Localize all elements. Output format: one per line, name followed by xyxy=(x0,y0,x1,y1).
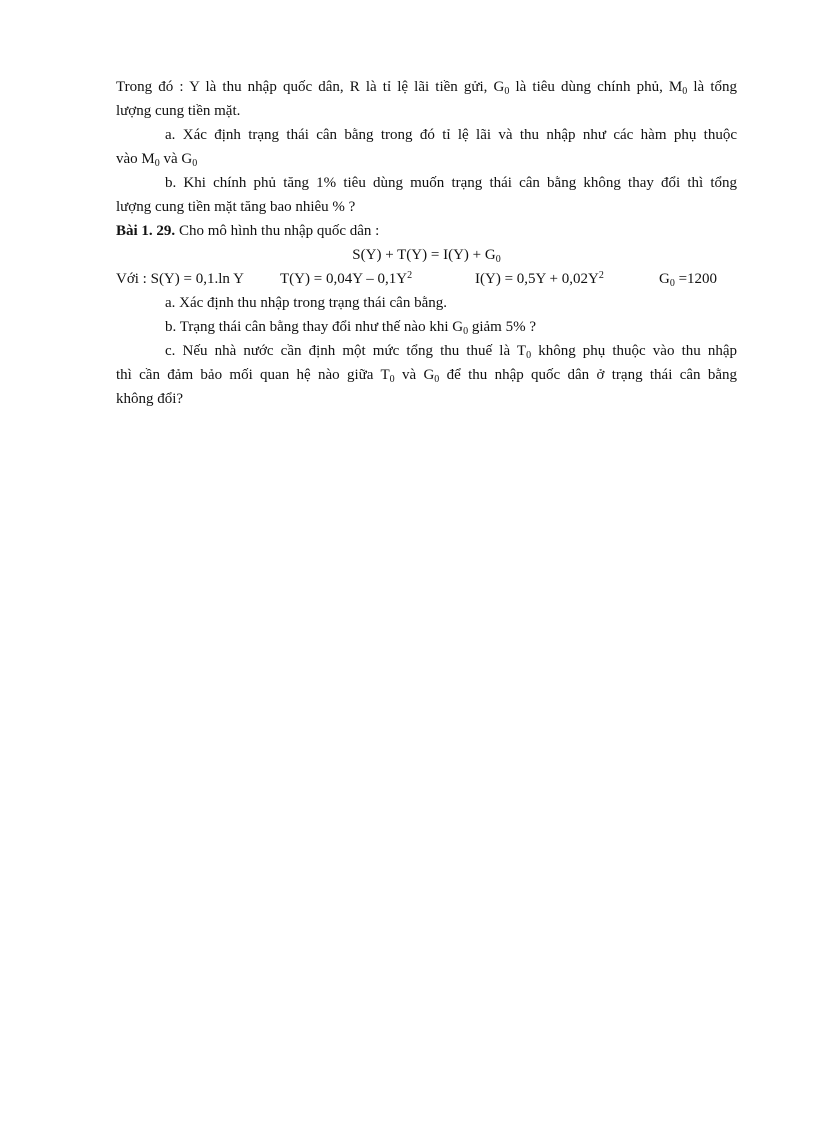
question-29c-text: c. Nếu nhà nước cần định một mức tổng thu thuế là T xyxy=(165,343,527,359)
question-29c-line-2 xyxy=(116,363,737,387)
subscript: 0 xyxy=(495,254,501,265)
subscript: 0 xyxy=(682,86,688,97)
question-29c-text: thì cần đảm bảo mối quan hệ nào giữa T xyxy=(116,367,390,383)
subscript: 0 xyxy=(154,158,160,169)
government-spending-value: =1200 xyxy=(674,271,718,287)
question-29a xyxy=(116,291,737,315)
investment-function-text: I(Y) = 0,5Y + 0,02Y xyxy=(475,271,599,287)
intro-text: lượng cung tiền mặt. xyxy=(116,103,241,119)
intro-text: là tiêu dùng chính phủ, M xyxy=(509,79,683,95)
question-29c-line-3 xyxy=(116,387,737,411)
question-a-text: vào M xyxy=(116,151,155,167)
tax-function-text: T(Y) = 0,04Y – 0,1Y xyxy=(280,271,408,287)
givens-row xyxy=(116,267,737,291)
question-b-line-2 xyxy=(116,195,737,219)
saving-function xyxy=(116,267,244,291)
question-a-line-2 xyxy=(116,147,737,171)
question-29c-text: và G xyxy=(394,367,435,383)
question-29a-text: a. Xác định thu nhập trong trạng thái cân bằng. xyxy=(165,295,447,311)
question-29c-text: không phụ thuộc vào thu nhập xyxy=(531,343,737,359)
saving-function-text: Với : S(Y) = 0,1.ln Y xyxy=(116,271,244,287)
exercise-heading xyxy=(116,219,737,243)
question-29c-text: để thu nhập quốc dân ở trạng thái cân bằng xyxy=(439,367,737,383)
question-a-text: và G xyxy=(159,151,193,167)
question-b-text: lượng cung tiền mặt tăng bao nhiêu % ? xyxy=(116,199,356,215)
question-b-line-1 xyxy=(116,171,737,195)
subscript: 0 xyxy=(526,350,532,361)
question-29b-text: b. Trạng thái cân bằng thay đổi như thế nào khi G xyxy=(165,319,464,335)
model-equation xyxy=(116,243,737,267)
question-29b xyxy=(116,315,737,339)
government-spending-text: G xyxy=(659,271,670,287)
intro-text: Trong đó : Y là thu nhập quốc dân, R là tỉ lệ lãi tiền gửi, G xyxy=(116,79,505,95)
question-29c-line-1 xyxy=(116,339,737,363)
document-page xyxy=(116,75,737,411)
subscript: 0 xyxy=(434,374,440,385)
tax-function xyxy=(280,267,412,291)
question-29b-text: giảm 5% ? xyxy=(468,319,536,335)
subscript: 0 xyxy=(504,86,510,97)
exercise-intro: Cho mô hình thu nhập quốc dân : xyxy=(175,223,380,239)
intro-line-1 xyxy=(116,75,737,99)
superscript: 2 xyxy=(407,270,413,281)
exercise-number: Bài 1. 29. xyxy=(116,223,176,239)
government-spending xyxy=(659,267,717,291)
question-a-line-1 xyxy=(116,123,737,147)
intro-text: là tổng xyxy=(687,79,737,95)
subscript: 0 xyxy=(669,278,675,289)
subscript: 0 xyxy=(192,158,198,169)
investment-function xyxy=(475,267,604,291)
subscript: 0 xyxy=(389,374,395,385)
question-a-text: a. Xác định trạng thái cân bằng trong đó tỉ lệ lãi và thu nhập như các hàm phụ thuộc xyxy=(165,127,737,143)
question-29c-text: không đổi? xyxy=(116,391,184,407)
superscript: 2 xyxy=(598,270,604,281)
question-b-text: b. Khi chính phủ tăng 1% tiêu dùng muốn trạng thái cân bằng không thay đổi thì tổng xyxy=(165,175,737,191)
equation-text: S(Y) + T(Y) = I(Y) + G xyxy=(352,247,496,263)
subscript: 0 xyxy=(463,326,469,337)
intro-line-2 xyxy=(116,99,737,123)
